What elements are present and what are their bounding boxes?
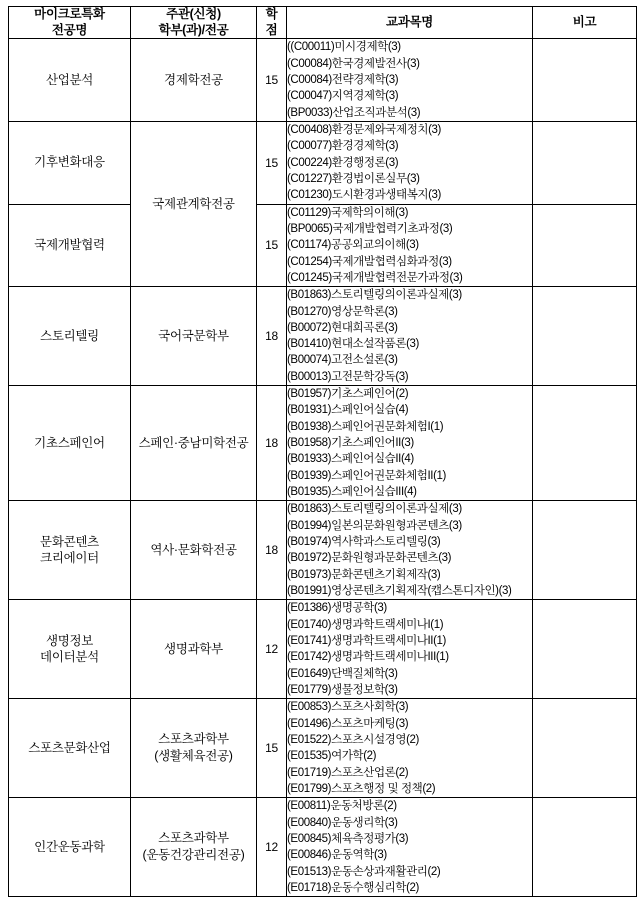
course-item: (E00853)스포츠사회학(3) bbox=[287, 701, 409, 714]
cell-major-name: 인간운동과학 bbox=[9, 798, 131, 897]
header-cell-courses bbox=[287, 7, 533, 39]
cell-credit: 15 bbox=[257, 204, 287, 287]
table-row bbox=[9, 501, 637, 600]
header-cell-major bbox=[9, 7, 131, 39]
cell-department: 국어국문학부 bbox=[131, 287, 257, 386]
cell-course-list bbox=[287, 39, 533, 122]
cell-major-name: 문화콘텐츠 크리에이터 bbox=[9, 501, 131, 600]
cell-course-list bbox=[287, 501, 533, 600]
course-item: (BP0033)산업조직과분석(3) bbox=[287, 106, 421, 119]
course-item: (E01742)생명과학트랙세미나III(1) bbox=[287, 651, 449, 664]
course-item: (B01974)역사학과스토리텔링(3) bbox=[287, 536, 441, 549]
course-item: (C01227)환경법이론실무(3) bbox=[287, 172, 420, 185]
cell-course-list bbox=[287, 204, 533, 287]
cell-credit: 18 bbox=[257, 287, 287, 386]
course-item: (B00013)고전문학강독(3) bbox=[287, 370, 409, 383]
cell-department: 스포츠과학부 (생활체육전공) bbox=[131, 699, 257, 798]
cell-note bbox=[533, 121, 637, 204]
course-item: (C00408)환경문제와국제정치(3) bbox=[287, 123, 441, 136]
course-item: (B01935)스페인어실습III(4) bbox=[287, 486, 417, 499]
course-item: (E01740)생명과학트랙세미나I(1) bbox=[287, 618, 444, 631]
course-item: (E01649)단백질체학(3) bbox=[287, 667, 398, 680]
course-item: (B01994)일본의문화원형과콘텐츠(3) bbox=[287, 519, 462, 532]
cell-note bbox=[533, 501, 637, 600]
course-item: ((C00011)미시경제학(3) bbox=[287, 41, 401, 54]
table-row bbox=[9, 600, 637, 699]
cell-department: 국제관계학전공 bbox=[131, 121, 257, 286]
course-item: (E01522)스포츠시설경영(2) bbox=[287, 734, 419, 747]
course-item: (B01933)스페인어실습II(4) bbox=[287, 453, 414, 466]
cell-course-list bbox=[287, 699, 533, 798]
header-line: 점 bbox=[265, 22, 278, 37]
table-row bbox=[9, 386, 637, 501]
curriculum-table bbox=[8, 6, 637, 897]
cell-note bbox=[533, 600, 637, 699]
cell-note bbox=[533, 386, 637, 501]
course-item: (C00047)지역경제학(3) bbox=[287, 90, 399, 103]
cell-credit: 12 bbox=[257, 600, 287, 699]
cell-note bbox=[533, 287, 637, 386]
course-item: (E00845)체육측정평가(3) bbox=[287, 833, 409, 845]
course-item: (E01741)생명과학트랙세미나II(1) bbox=[287, 635, 446, 648]
course-item: (E01386)생명공학(3) bbox=[287, 602, 387, 615]
cell-major-name: 국제개발협력 bbox=[9, 204, 131, 287]
course-item: (E00811)운동처방론(2) bbox=[287, 800, 397, 813]
cell-course-list bbox=[287, 287, 533, 386]
course-item: (C01254)국제개발협력심화과정(3) bbox=[287, 255, 452, 268]
course-item: (E01718)운동수행심리학(2) bbox=[287, 881, 419, 894]
course-item: (B01972)문화원형과문화콘텐츠(3) bbox=[287, 552, 452, 565]
course-item: (B00072)현대희곡론(3) bbox=[287, 321, 398, 334]
table-row bbox=[9, 798, 637, 897]
table-row bbox=[9, 287, 637, 386]
course-item: (C00077)환경경제학(3) bbox=[287, 140, 399, 153]
cell-credit: 15 bbox=[257, 121, 287, 204]
cell-note bbox=[533, 798, 637, 897]
cell-course-list bbox=[287, 600, 533, 699]
course-item: (E01513)운동손상과재활관리(2) bbox=[287, 865, 441, 878]
header-line: 학 bbox=[265, 7, 278, 21]
cell-credit: 15 bbox=[257, 39, 287, 122]
cell-major-name: 기후변화대응 bbox=[9, 121, 131, 204]
header-line: 전공명 bbox=[51, 22, 88, 37]
cell-course-list bbox=[287, 798, 533, 897]
course-item: (BP0065)국제개발협력기초과정(3) bbox=[287, 222, 453, 235]
course-item: (E01799)스포츠행정 및 정책(2) bbox=[287, 783, 436, 796]
header-line: 마이크로특화 bbox=[34, 7, 105, 21]
course-item: (B01931)스페인어실습(4) bbox=[287, 404, 409, 417]
table-row bbox=[9, 204, 637, 287]
cell-course-list bbox=[287, 386, 533, 501]
header-cell-department bbox=[131, 7, 257, 39]
cell-major-name: 산업분석 bbox=[9, 39, 131, 122]
table-row bbox=[9, 121, 637, 204]
course-item: (B01957)기초스페인어(2) bbox=[287, 388, 409, 401]
cell-note bbox=[533, 204, 637, 287]
cell-department: 스포츠과학부 (운동건강관리전공) bbox=[131, 798, 257, 897]
cell-note bbox=[533, 39, 637, 122]
header-row bbox=[9, 7, 637, 39]
cell-department: 스페인·중남미학전공 bbox=[131, 386, 257, 501]
cell-major-name: 생명정보 데이터분석 bbox=[9, 600, 131, 699]
cell-credit: 15 bbox=[257, 699, 287, 798]
course-item: (B01991)영상콘텐츠기획제작(캡스톤디자인)(3) bbox=[287, 585, 512, 598]
course-item: (E01496)스포츠마케팅(3) bbox=[287, 717, 409, 730]
cell-department: 생명과학부 bbox=[131, 600, 257, 699]
course-item: (E01719)스포츠산업론(2) bbox=[287, 766, 409, 779]
course-item: (C01230)도시환경과생태복지(3) bbox=[287, 189, 441, 202]
header-cell-note bbox=[533, 7, 637, 39]
course-item: (B01863)스토리텔링의이론과실제(3) bbox=[287, 289, 462, 302]
course-item: (B01938)스페인어권문화체험I(1) bbox=[287, 420, 444, 433]
course-item: (B00074)고전소설론(3) bbox=[287, 354, 398, 367]
course-item: (E00846)운동역학(3) bbox=[287, 849, 387, 862]
cell-department: 역사·문화학전공 bbox=[131, 501, 257, 600]
cell-major-name: 스포츠문화산업 bbox=[9, 699, 131, 798]
cell-note bbox=[533, 699, 637, 798]
course-item: (C01129)국제학의이해(3) bbox=[287, 206, 408, 219]
course-item: (B01958)기초스페인어II(3) bbox=[287, 437, 414, 450]
cell-major-name: 기초스페인어 bbox=[9, 386, 131, 501]
course-item: (B01973)문화콘텐츠기획제작(3) bbox=[287, 568, 441, 581]
cell-major-name: 스토리텔링 bbox=[9, 287, 131, 386]
course-item: (E00840)운동생리학(3) bbox=[287, 816, 398, 829]
cell-credit: 18 bbox=[257, 386, 287, 501]
header-line: 비고 bbox=[572, 14, 597, 29]
course-item: (E01535)여가학(2) bbox=[287, 750, 377, 763]
course-item: (B01410)현대소설작품론(3) bbox=[287, 338, 419, 351]
header-line: 교과목명 bbox=[385, 14, 434, 29]
cell-credit: 12 bbox=[257, 798, 287, 897]
course-item: (B01939)스페인어권문화체험II(1) bbox=[287, 469, 446, 482]
table-header bbox=[9, 7, 637, 39]
course-item: (C00224)환경행정론(3) bbox=[287, 156, 399, 169]
table-row bbox=[9, 39, 637, 122]
course-item: (C01174)공공외교의이해(3) bbox=[287, 239, 419, 252]
cell-course-list bbox=[287, 121, 533, 204]
cell-credit: 18 bbox=[257, 501, 287, 600]
header-line: 주관(신청) bbox=[166, 7, 221, 21]
course-item: (E01779)생물정보학(3) bbox=[287, 684, 398, 697]
course-item: (C00084)한국경제발전사(3) bbox=[287, 57, 420, 70]
table-body bbox=[9, 39, 637, 897]
course-item: (C01245)국제개발협력전문가과정(3) bbox=[287, 271, 463, 284]
cell-department: 경제학전공 bbox=[131, 39, 257, 122]
header-cell-credit bbox=[257, 7, 287, 39]
course-item: (B01863)스토리텔링의이론과실제(3) bbox=[287, 503, 462, 516]
course-item: (C00084)전략경제학(3) bbox=[287, 73, 399, 86]
course-item: (B01270)영상문학론(3) bbox=[287, 305, 398, 318]
table-row bbox=[9, 699, 637, 798]
header-line: 학부(과)/전공 bbox=[158, 22, 229, 37]
